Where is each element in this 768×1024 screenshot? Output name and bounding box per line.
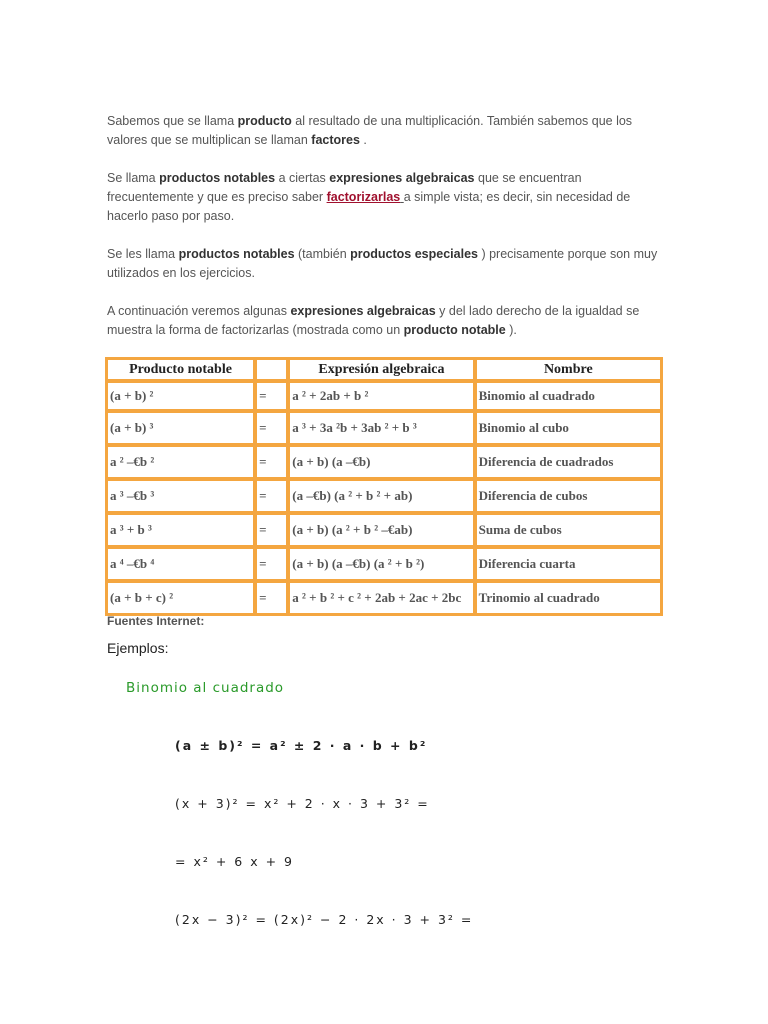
- text-segment: (también: [294, 247, 351, 261]
- cell-nombre: Trinomio al cuadrado: [476, 582, 661, 614]
- cell-expresion: a ² + b ² + c ² + 2ab + 2ac + 2bc: [289, 582, 473, 614]
- formula-example-2: (2x − 3)² = (2x)² − 2 · 2x · 3 + 3² =: [175, 912, 474, 927]
- table-row: [107, 382, 661, 410]
- cell-equals: =: [256, 480, 287, 512]
- cell-nombre: Binomio al cubo: [476, 412, 661, 444]
- example-subheading: Binomio al cuadrado: [126, 680, 285, 696]
- text-segment: y del lado derecho de la igualdad se muestra la forma de factorizarlas (mostrada como un: [107, 304, 640, 337]
- cell-expresion: (a + b) (a ² + b ² –€ab): [289, 514, 473, 546]
- table-row: [107, 514, 661, 546]
- table-row: [107, 480, 661, 512]
- header-expresion-algebraica: Expresión algebraica: [289, 359, 473, 380]
- productos-notables-table: [105, 357, 663, 616]
- text-segment: que se encuentran frecuentemente y que es preciso saber: [107, 171, 582, 204]
- term-producto: producto: [237, 114, 292, 128]
- cell-equals: =: [256, 548, 287, 580]
- intro-paragraph-1: [107, 112, 667, 150]
- cell-equals: =: [256, 514, 287, 546]
- intro-paragraph-3: [107, 245, 667, 283]
- text-segment: Sabemos que se llama: [107, 114, 238, 128]
- cell-nombre: Diferencia cuarta: [476, 548, 661, 580]
- cell-nombre: Diferencia de cuadrados: [476, 446, 661, 478]
- text-segment: Se les llama: [107, 247, 179, 261]
- cell-nombre: Binomio al cuadrado: [476, 382, 661, 410]
- header-equals: [256, 359, 287, 380]
- table-row: [107, 582, 661, 614]
- cell-expresion: (a –€b) (a ² + b ² + ab): [289, 480, 473, 512]
- text-segment: ) precisamente porque son muy utilizados en los ejercicios.: [107, 247, 658, 280]
- cell-nombre: Diferencia de cubos: [476, 480, 661, 512]
- cell-producto: a ³ + b ³: [107, 514, 254, 546]
- text-segment: ).: [505, 323, 517, 337]
- term-factores: factores: [311, 133, 360, 147]
- cell-expresion: (a + b) (a –€b) (a ² + b ²): [289, 548, 473, 580]
- sources-label: Fuentes Internet:: [107, 614, 205, 628]
- formula-general: (a ± b)² = a² ± 2 · a · b + b²: [175, 738, 428, 753]
- term-productos-notables: productos notables: [159, 171, 276, 185]
- formula-example-1: (x + 3)² = x² + 2 · x · 3 + 3² =: [175, 796, 430, 811]
- term-productos-especiales: productos especiales: [350, 247, 478, 261]
- table-row: [107, 548, 661, 580]
- examples-heading: Ejemplos:: [107, 640, 169, 656]
- cell-equals: =: [256, 382, 287, 410]
- intro-paragraph-2: [107, 169, 667, 226]
- table-row: [107, 412, 661, 444]
- cell-expresion: a ² + 2ab + b ²: [289, 382, 473, 410]
- cell-producto: (a + b + c) ²: [107, 582, 254, 614]
- term-producto-notable: producto notable: [403, 323, 506, 337]
- cell-expresion: a ³ + 3a ²b + 3ab ² + b ³: [289, 412, 473, 444]
- factorizarlas-link[interactable]: factorizarlas: [326, 190, 401, 204]
- text-segment: Se llama: [107, 171, 160, 185]
- cell-equals: =: [256, 446, 287, 478]
- term-expresiones-algebraicas: expresiones algebraicas: [329, 171, 475, 185]
- cell-producto: a ³ –€b ³: [107, 480, 254, 512]
- cell-producto: (a + b) ²: [107, 382, 254, 410]
- term-expresiones-algebraicas: expresiones algebraicas: [290, 304, 436, 318]
- cell-producto: a ² –€b ²: [107, 446, 254, 478]
- cell-expresion: (a + b) (a –€b): [289, 446, 473, 478]
- header-nombre: Nombre: [476, 359, 661, 380]
- formula-example-1-result: = x² + 6 x + 9: [175, 854, 294, 869]
- intro-paragraph-4: [107, 302, 667, 340]
- cell-nombre: Suma de cubos: [476, 514, 661, 546]
- text-segment: a simple vista; es decir, sin necesidad de hacerlo paso por paso.: [107, 190, 631, 223]
- cell-equals: =: [256, 582, 287, 614]
- table-row: [107, 446, 661, 478]
- header-producto-notable: Producto notable: [107, 359, 254, 380]
- text-segment: .: [359, 133, 367, 147]
- text-segment: A continuación veremos algunas: [107, 304, 291, 318]
- text-segment: a ciertas: [275, 171, 330, 185]
- text-segment: al resultado de una multiplicación. También sabemos que los valores que se multiplican se llaman: [107, 114, 633, 147]
- cell-producto: a ⁴ –€b ⁴: [107, 548, 254, 580]
- term-productos-notables: productos notables: [178, 247, 295, 261]
- cell-producto: (a + b) ³: [107, 412, 254, 444]
- cell-equals: =: [256, 412, 287, 444]
- table-header-row: [107, 359, 661, 380]
